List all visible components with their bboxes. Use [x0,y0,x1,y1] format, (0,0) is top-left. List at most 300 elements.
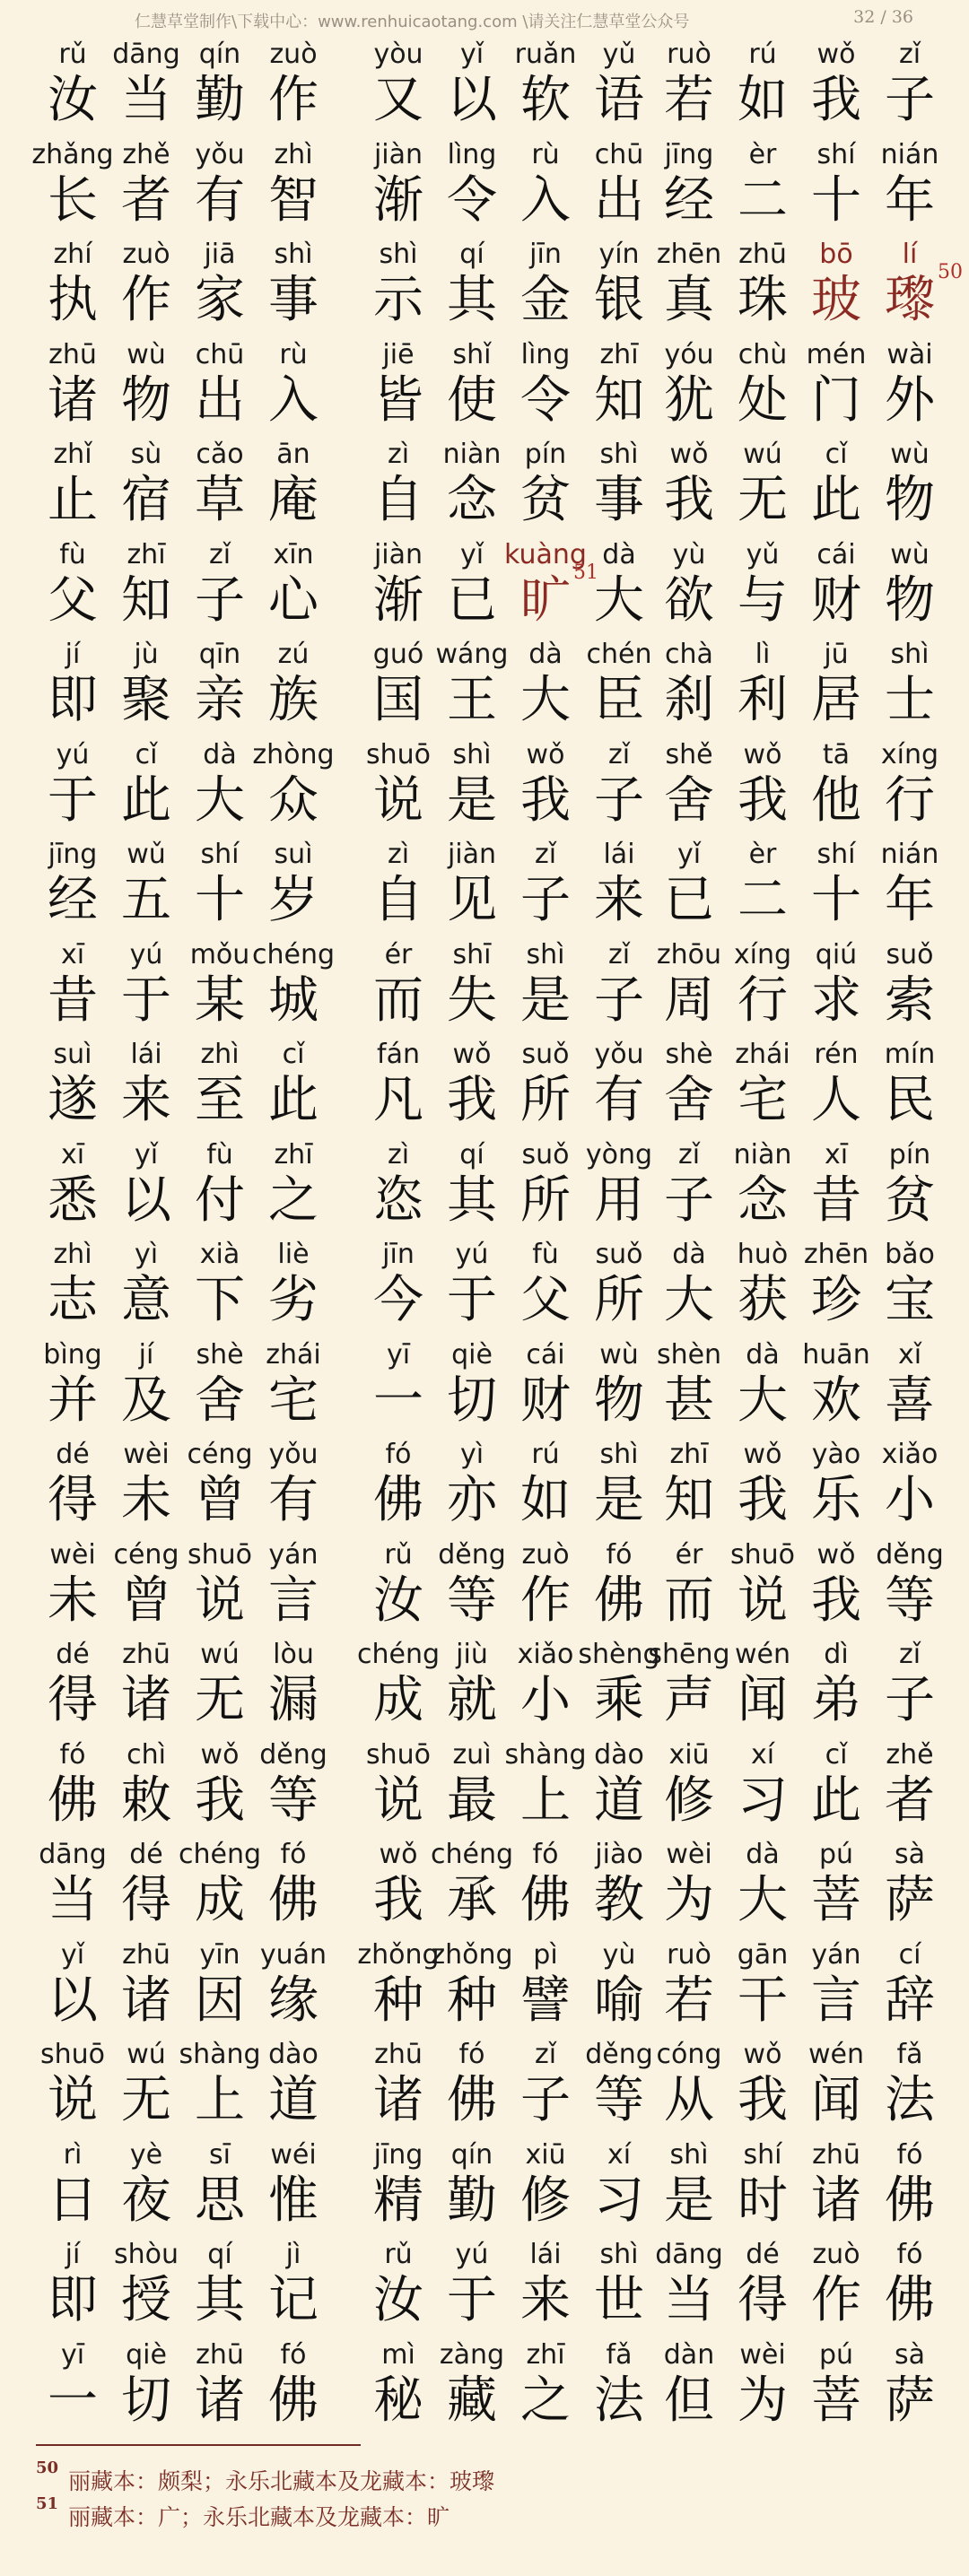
hanzi: 宅 [738,1071,788,1129]
verse-phrase [652,1136,948,1236]
character-cell [652,1336,726,1436]
character-cell [799,1436,873,1536]
scripture-text-body [0,36,969,2436]
hanzi: 为 [664,1871,714,1929]
hanzi: 已 [664,871,714,929]
hanzi: 曾 [195,1471,245,1529]
hanzi: 我 [664,471,714,529]
hanzi: 成 [195,1871,245,1929]
pinyin: xǐ [897,1338,922,1371]
hanzi: 其 [447,1171,497,1230]
hanzi: 而 [373,970,423,1030]
verse-phrase [362,1136,658,1236]
pinyin: zhái [266,1338,321,1371]
pinyin: fó [896,2239,923,2270]
character-cell [873,136,947,236]
pinyin: lì [755,639,771,670]
hanzi: 菩 [811,1871,861,1929]
hanzi: 贫 [520,471,571,529]
hanzi: 并 [48,1371,98,1430]
verse-phrase [36,1636,332,1736]
verse-phrase [652,2337,948,2436]
verse-phrase [36,1036,332,1136]
pinyin: zhòng [252,738,335,770]
hanzi: 等 [268,1771,319,1830]
verse-phrase [652,436,948,535]
pinyin: tā [822,738,851,770]
character-cell [652,2236,726,2336]
footnote-number: 51 [36,2494,59,2513]
character-cell [504,536,598,636]
hanzi: 如 [738,71,788,129]
verse-line [0,2137,969,2237]
hanzi: 道 [594,1771,644,1830]
character-cell [257,2236,330,2336]
hanzi: 法 [885,2071,935,2129]
character-cell [652,1036,726,1136]
hanzi: 萨 [885,1871,935,1929]
hanzi: 出 [594,170,644,230]
hanzi: 闻 [738,1671,788,1729]
hanzi: 自 [373,471,423,529]
hanzi: 草 [195,471,245,529]
hanzi: 授 [121,2271,171,2329]
verse-phrase [362,336,658,436]
pinyin: fó [280,2338,307,2371]
pinyin: zhī [127,538,166,570]
character-cell [726,336,799,436]
pinyin: rén [814,1039,859,1070]
verse-phrase [36,836,332,936]
hanzi: 失 [447,970,497,1030]
pinyin: ér [675,1538,703,1571]
verse-phrase [652,636,948,735]
character-cell [652,236,726,335]
character-cell [726,1536,799,1636]
hanzi: 事 [268,271,319,329]
pinyin: shì [599,439,639,470]
pinyin: zhǎng [31,138,114,170]
character-cell [257,1936,330,2036]
character-cell [356,1636,441,1736]
hanzi: 子 [594,970,644,1030]
pinyin: jīng [48,839,98,870]
hanzi: 有 [268,1471,319,1529]
hanzi: 作 [268,71,319,129]
page-number: 32 / 36 [853,7,913,27]
pinyin: gān [737,1938,789,1971]
pinyin: yǔ [602,39,636,70]
footnote-marker[interactable]: 51 [573,561,598,584]
character-cell [873,236,963,335]
hanzi: 等 [447,1571,497,1630]
hanzi: 父 [48,570,98,630]
character-cell [362,436,435,535]
character-cell [652,136,726,236]
character-cell [726,1736,799,1836]
character-cell [362,1836,435,1936]
character-cell [435,1236,509,1336]
character-cell [362,1436,435,1536]
pinyin: yú [56,738,90,770]
hanzi: 及 [121,1371,171,1430]
character-cell [726,836,799,936]
hanzi: 等 [594,2071,644,2129]
pinyin: rǔ [58,39,87,70]
pinyin: wǒ [200,1738,240,1771]
hanzi: 言 [268,1571,319,1630]
pinyin: lái [529,2239,562,2270]
pinyin: zì [387,439,410,470]
character-cell [799,36,873,135]
footnote-text: 丽藏本：颇梨；永乐北藏本及龙藏本：玻瓈 [68,2468,495,2494]
pinyin: chì [127,1738,166,1771]
hanzi: 亦 [447,1471,497,1529]
pinyin: dāng [112,39,180,70]
hanzi: 等 [885,1571,935,1630]
pinyin: qiè [126,2338,167,2371]
character-cell [109,36,183,135]
pinyin: mǒu [189,938,250,970]
character-cell [435,1036,509,1136]
character-cell [36,1536,109,1636]
hanzi: 汝 [373,2271,423,2329]
character-cell [36,2236,109,2336]
pinyin: wù [890,439,930,470]
hanzi: 入 [520,170,571,230]
verse-phrase [362,1536,658,1636]
verse-line [0,436,969,536]
pinyin: dào [594,1738,644,1771]
character-cell [509,1236,582,1336]
verse-phrase [36,1136,332,1236]
pinyin: bō [819,239,853,270]
pinyin: zhě [886,1738,934,1771]
hanzi: 记 [268,2271,319,2329]
character-cell [257,1336,330,1436]
character-cell [873,1836,947,1936]
character-cell [183,536,257,636]
pinyin: suǒ [521,1138,570,1171]
character-cell [109,536,183,636]
pinyin: yǒu [195,138,245,170]
hanzi: 我 [447,1071,497,1129]
footnote-marker[interactable]: 50 [938,261,963,283]
pinyin: fó [532,1839,559,1870]
character-cell [183,1136,257,1236]
hanzi: 五 [121,871,171,929]
hanzi: 王 [447,671,497,729]
character-cell [36,2036,109,2136]
pinyin: yì [459,1439,484,1470]
character-cell [109,836,183,936]
hanzi: 真 [664,271,714,329]
character-cell [109,1536,183,1636]
verse-phrase [36,736,335,836]
verse-phrase [362,1036,658,1136]
hanzi: 法 [594,2371,644,2430]
pinyin: zhì [53,1239,92,1270]
pinyin: zhū [122,1639,170,1670]
pinyin: fù [59,538,86,570]
pinyin: zǐ [208,538,231,570]
character-cell [36,1636,109,1736]
hanzi: 子 [594,770,644,830]
hanzi: 有 [195,170,245,230]
character-cell [509,36,582,135]
character-cell [873,1436,947,1536]
hanzi: 大 [594,570,644,630]
hanzi: 宿 [121,471,171,529]
hanzi: 我 [811,1571,861,1630]
character-cell [183,1936,257,2036]
hanzi: 上 [520,1771,571,1830]
pinyin: zhū [48,338,97,370]
character-cell [799,1336,873,1436]
hanzi: 佛 [373,1471,423,1529]
character-cell [362,136,435,236]
character-cell [183,36,257,135]
hanzi: 事 [594,471,644,529]
hanzi: 我 [373,1871,423,1929]
character-cell [362,2137,435,2236]
character-cell [726,1436,799,1536]
character-cell [509,1136,582,1236]
pinyin: wǒ [743,738,782,770]
character-cell [109,1836,183,1936]
hanzi: 修 [664,1771,714,1830]
pinyin: rú [748,39,777,70]
verse-line [0,1636,969,1736]
character-cell [652,636,726,735]
hanzi: 是 [594,1471,644,1529]
hanzi: 外 [885,370,935,430]
hanzi: 物 [885,570,935,630]
hanzi: 令 [520,370,571,430]
character-cell [873,736,947,836]
pinyin: xí [607,2138,632,2171]
pinyin: chén [586,639,652,670]
hanzi: 于 [121,970,171,1030]
verse-line [0,1436,969,1536]
character-cell [36,636,109,735]
character-cell [799,736,873,836]
hanzi: 人 [811,1071,861,1129]
hanzi: 犹 [664,370,714,430]
pinyin: huān [802,1338,870,1371]
hanzi: 经 [48,871,98,929]
character-cell [873,936,947,1036]
character-cell [726,1336,799,1436]
hanzi: 诸 [811,2171,861,2230]
hanzi: 得 [121,1871,171,1929]
pinyin: shì [669,2138,709,2171]
hanzi: 亲 [195,671,245,729]
character-cell [509,1036,582,1136]
character-cell [799,236,873,335]
character-cell [178,1836,262,1936]
pinyin: qīn [198,639,241,670]
character-cell [726,436,799,535]
pinyin: yī [386,1338,411,1371]
pinyin: huò [737,1239,789,1270]
verse-phrase [652,536,948,636]
pinyin: dì [824,1639,849,1670]
character-cell [726,636,799,735]
hanzi: 居 [811,671,861,729]
verse-phrase [36,536,332,636]
pinyin: zhēn [656,239,722,270]
hanzi: 所 [594,1271,644,1329]
character-cell [435,1536,509,1636]
pinyin: zhì [200,1039,240,1070]
hanzi: 声 [664,1671,714,1729]
hanzi: 求 [811,970,861,1030]
pinyin: chū [594,138,644,170]
pinyin: yú [455,2239,489,2270]
character-cell [183,1236,257,1336]
hanzi: 习 [738,1771,788,1830]
hanzi: 十 [811,170,861,230]
character-cell [509,2337,582,2436]
hanzi: 诸 [373,2071,423,2129]
hanzi: 渐 [373,170,423,230]
pinyin: wǔ [127,839,166,870]
pinyin: ān [276,439,310,470]
character-cell [362,2337,435,2436]
pinyin: yǔ [746,538,780,570]
hanzi: 物 [594,1371,644,1430]
footnote-divider [36,2444,361,2446]
pinyin: qín [198,39,241,70]
character-cell [799,2036,873,2136]
hanzi: 皆 [373,370,423,430]
hanzi: 珠 [738,271,788,329]
hanzi: 习 [594,2171,644,2230]
pinyin: zhí [53,239,92,270]
hanzi: 得 [738,2271,788,2329]
pinyin: mì [381,2338,415,2371]
character-cell [109,1136,183,1236]
verse-line [0,136,969,237]
pinyin: zǐ [534,839,557,870]
pinyin: wèi [666,1839,712,1870]
verse-line [0,236,969,336]
character-cell [36,1336,109,1436]
pinyin: jīng [373,2138,423,2171]
character-cell [36,1436,109,1536]
hanzi: 所 [520,1071,571,1129]
pinyin: jiào [595,1839,643,1870]
page-header [0,0,969,39]
pinyin: jiàn [373,138,423,170]
verse-phrase [652,936,948,1036]
pinyin: fó [896,2138,923,2171]
hanzi: 子 [885,71,935,129]
character-cell [873,2236,947,2336]
character-cell [435,136,509,236]
verse-line [0,36,969,136]
verse-line [0,336,969,437]
character-cell [109,2337,183,2436]
character-cell [362,1536,435,1636]
hanzi: 若 [664,71,714,129]
character-cell [109,2137,183,2236]
pinyin: pú [818,1839,854,1870]
character-cell [362,936,435,1036]
hanzi: 昔 [48,970,98,1030]
pinyin: chéng [178,1839,262,1870]
pinyin: lái [603,839,635,870]
verse-phrase [362,1836,658,1936]
character-cell [652,736,726,836]
hanzi: 作 [121,271,171,329]
hanzi: 入 [268,370,319,430]
pinyin: nián [880,839,939,870]
hanzi: 智 [268,170,319,230]
pinyin: dà [672,1239,706,1270]
character-cell [652,336,726,436]
character-cell [36,1736,109,1836]
pinyin: qí [459,239,484,270]
pinyin: kuàng [504,538,587,570]
pinyin: fù [532,1239,559,1270]
character-cell [31,136,114,236]
hanzi: 因 [195,1971,245,2030]
verse-line [0,1936,969,2037]
character-cell [183,1336,257,1436]
pinyin: suì [274,839,313,870]
pinyin: yán [268,1538,319,1571]
character-cell [362,836,435,936]
character-cell [36,1136,109,1236]
pinyin: zǐ [677,1138,701,1171]
verse-phrase [362,636,658,735]
pinyin: zhī [599,338,639,370]
pinyin: shí [200,839,240,870]
pinyin: jì [285,2239,301,2270]
hanzi: 当 [664,2271,714,2329]
hanzi: 佛 [268,1871,319,1929]
pinyin: jū [824,639,849,670]
pinyin: wǒ [816,39,856,70]
hanzi: 我 [520,770,571,830]
verse-phrase [36,1936,332,2036]
hanzi: 大 [664,1271,714,1329]
hanzi: 诸 [48,370,98,430]
pinyin: xiū [668,1738,710,1771]
character-cell [509,436,582,535]
character-cell [362,1036,435,1136]
character-cell [873,1336,947,1436]
hanzi: 得 [48,1471,98,1529]
character-cell [36,836,109,936]
hanzi: 承 [447,1871,497,1929]
character-cell [509,1936,582,2036]
pinyin: zhǒng [431,1938,513,1971]
pinyin: zhái [735,1039,790,1070]
pinyin: èr [748,138,777,170]
hanzi: 于 [447,2271,497,2329]
pinyin: yǐ [60,1938,85,1971]
pinyin: wáng [435,639,509,670]
character-cell [726,2036,799,2136]
pinyin: lí [902,239,918,270]
hanzi: 甚 [664,1371,714,1430]
pinyin: yù [672,538,706,570]
character-cell [435,1436,509,1536]
verse-phrase [362,236,658,335]
